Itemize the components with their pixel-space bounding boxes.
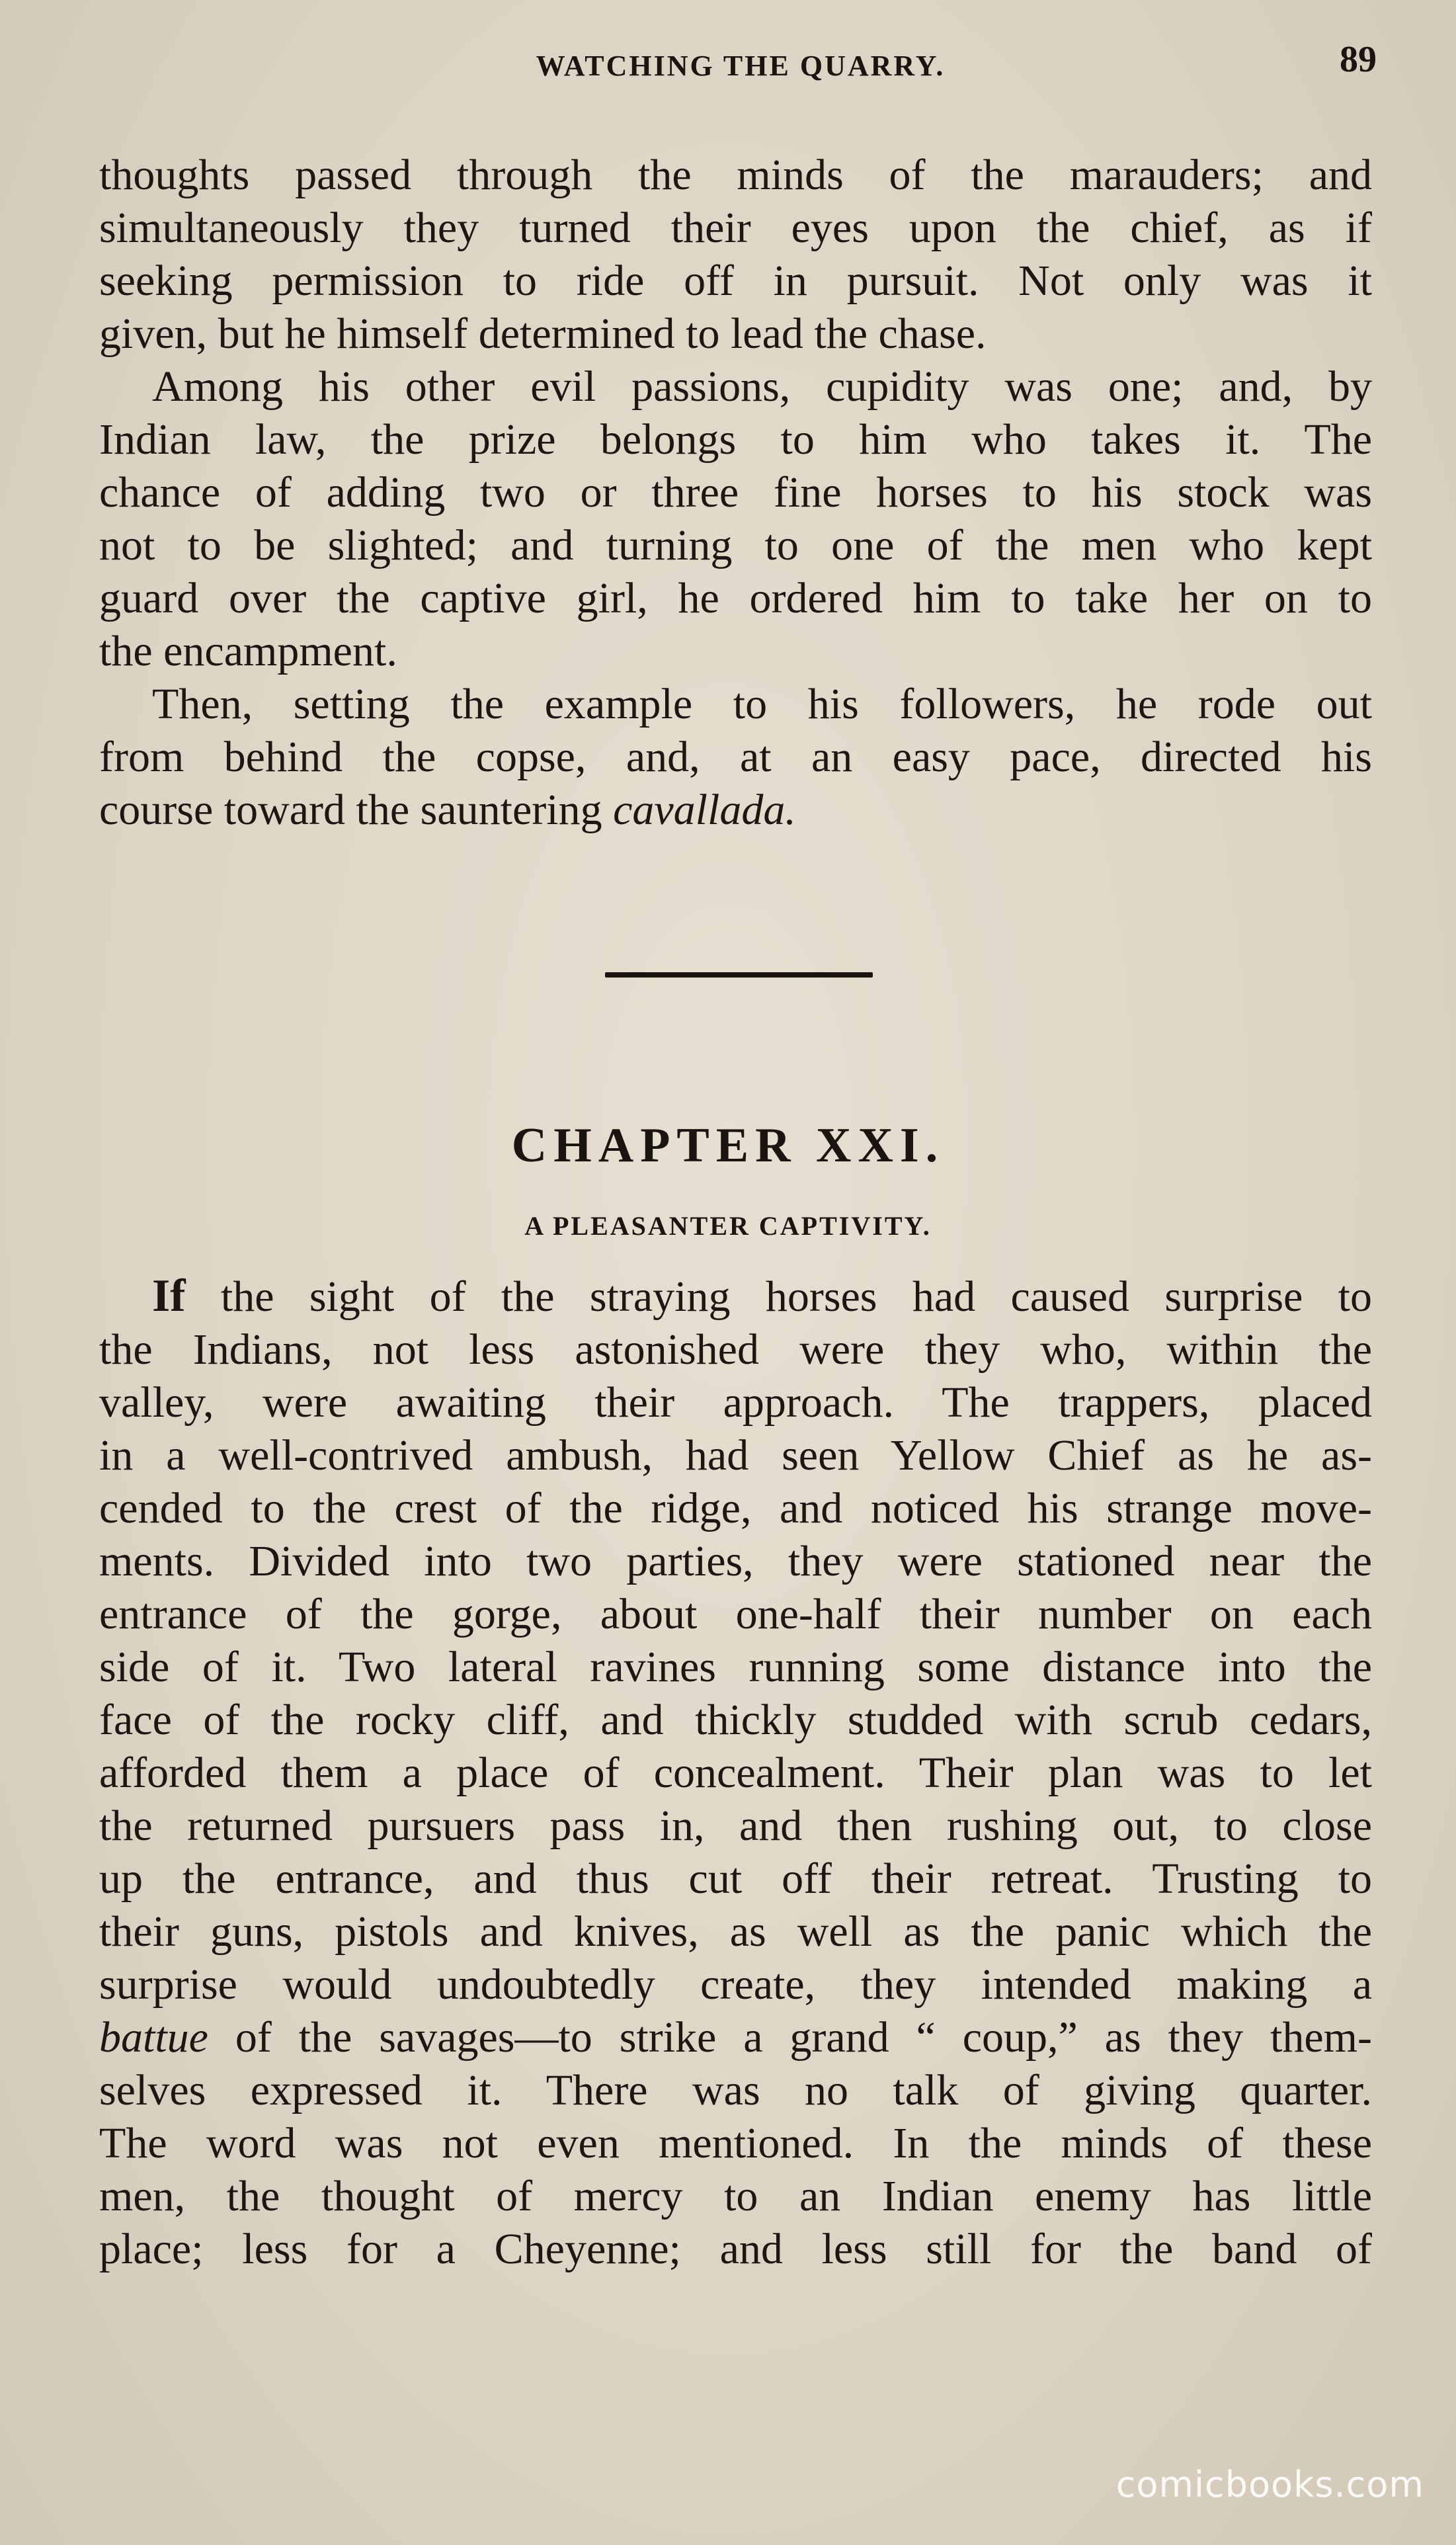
text-line: in a well-contrived ambush, had seen Yellow Chief as he as- [99, 1431, 1372, 1480]
text-line: ments. Divided into two parties, they were stationed near the [99, 1537, 1372, 1585]
text-line: guard over the captive girl, he ordered him to take her on to [99, 574, 1372, 622]
text-line: place; less for a Cheyenne; and less still for the band of [99, 2225, 1372, 2273]
text-line: simultaneously they turned their eyes upon the chief, as if [99, 204, 1372, 252]
text-line: men, the thought of mercy to an Indian enemy has little [99, 2172, 1372, 2220]
text-line: selves expressed it. There was no talk of giving quarter. [99, 2066, 1372, 2114]
text-line: afforded them a place of concealment. Their plan was to let [99, 1749, 1372, 1797]
running-title: WATCHING THE QUARRY. [536, 50, 946, 82]
text-line: entrance of the gorge, about one-half their number on each [99, 1590, 1372, 1638]
text-line: the returned pursuers pass in, and then rushing out, to close [99, 1802, 1372, 1850]
italic-word: cavallada. [613, 786, 796, 834]
watermark: comicbooks.com [1115, 2464, 1424, 2505]
page-number: 89 [1340, 39, 1377, 80]
text-line: valley, were awaiting their approach. The trappers, placed [99, 1378, 1372, 1427]
text-fragment: of the savages—to strike a grand “ coup,” as they them- [208, 2013, 1372, 2062]
text-line: surprise would undoubtedly create, they intended making a [99, 1960, 1372, 2009]
text-line: their guns, pistols and knives, as well as the panic which the [99, 1907, 1372, 1956]
text-line: side of it. Two lateral ravines running some distance into the [99, 1643, 1372, 1691]
text-line: the encampment. [99, 627, 397, 675]
text-line: Then, setting the example to his followers, he rode out [152, 680, 1372, 728]
drop-cap: If [152, 1271, 186, 1321]
text-line: face of the rocky cliff, and thickly studded with scrub cedars, [99, 1696, 1372, 1744]
text-line: cended to the crest of the ridge, and noticed his strange move- [99, 1484, 1372, 1532]
text-line [99, 784, 1372, 837]
text-line: Among his other evil passions, cupidity was one; and, by [152, 362, 1372, 411]
text-line: the Indians, not less astonished were they who, within the [99, 1325, 1372, 1374]
text-line: not to be slighted; and turning to one of the men who kept [99, 521, 1372, 569]
paragraph-4 [99, 1270, 1372, 2276]
text-fragment: course toward the sauntering [99, 786, 614, 834]
paragraph-2 [99, 360, 1372, 678]
text-line: from behind the copse, and, at an easy pace, directed his [99, 733, 1372, 781]
text-line: thoughts passed through the minds of the marauders; and [99, 151, 1372, 199]
section-divider [605, 972, 873, 978]
text-fragment: the sight of the straying horses had caused surprise to [185, 1272, 1372, 1321]
text-line: seeking permission to ride off in pursuit. Not only was it [99, 257, 1372, 305]
text-line: chance of adding two or three fine horses to his stock was [99, 468, 1372, 517]
chapter-subtitle: A PLEASANTER CAPTIVITY. [524, 1211, 932, 1241]
text-line [99, 2011, 1372, 2064]
text-line [99, 1270, 1372, 1323]
paragraph-3 [99, 678, 1372, 837]
paragraph-1 [99, 149, 1372, 360]
text-line: The word was not even mentioned. In the minds of these [99, 2119, 1372, 2167]
text-line: Indian law, the prize belongs to him who takes it. The [99, 415, 1372, 464]
chapter-heading: CHAPTER XXI. [511, 1118, 945, 1173]
italic-word: battue [99, 2013, 208, 2062]
text-line: given, but he himself determined to lead the chase. [99, 310, 987, 358]
text-line: up the entrance, and thus cut off their retreat. Trusting to [99, 1855, 1372, 1903]
